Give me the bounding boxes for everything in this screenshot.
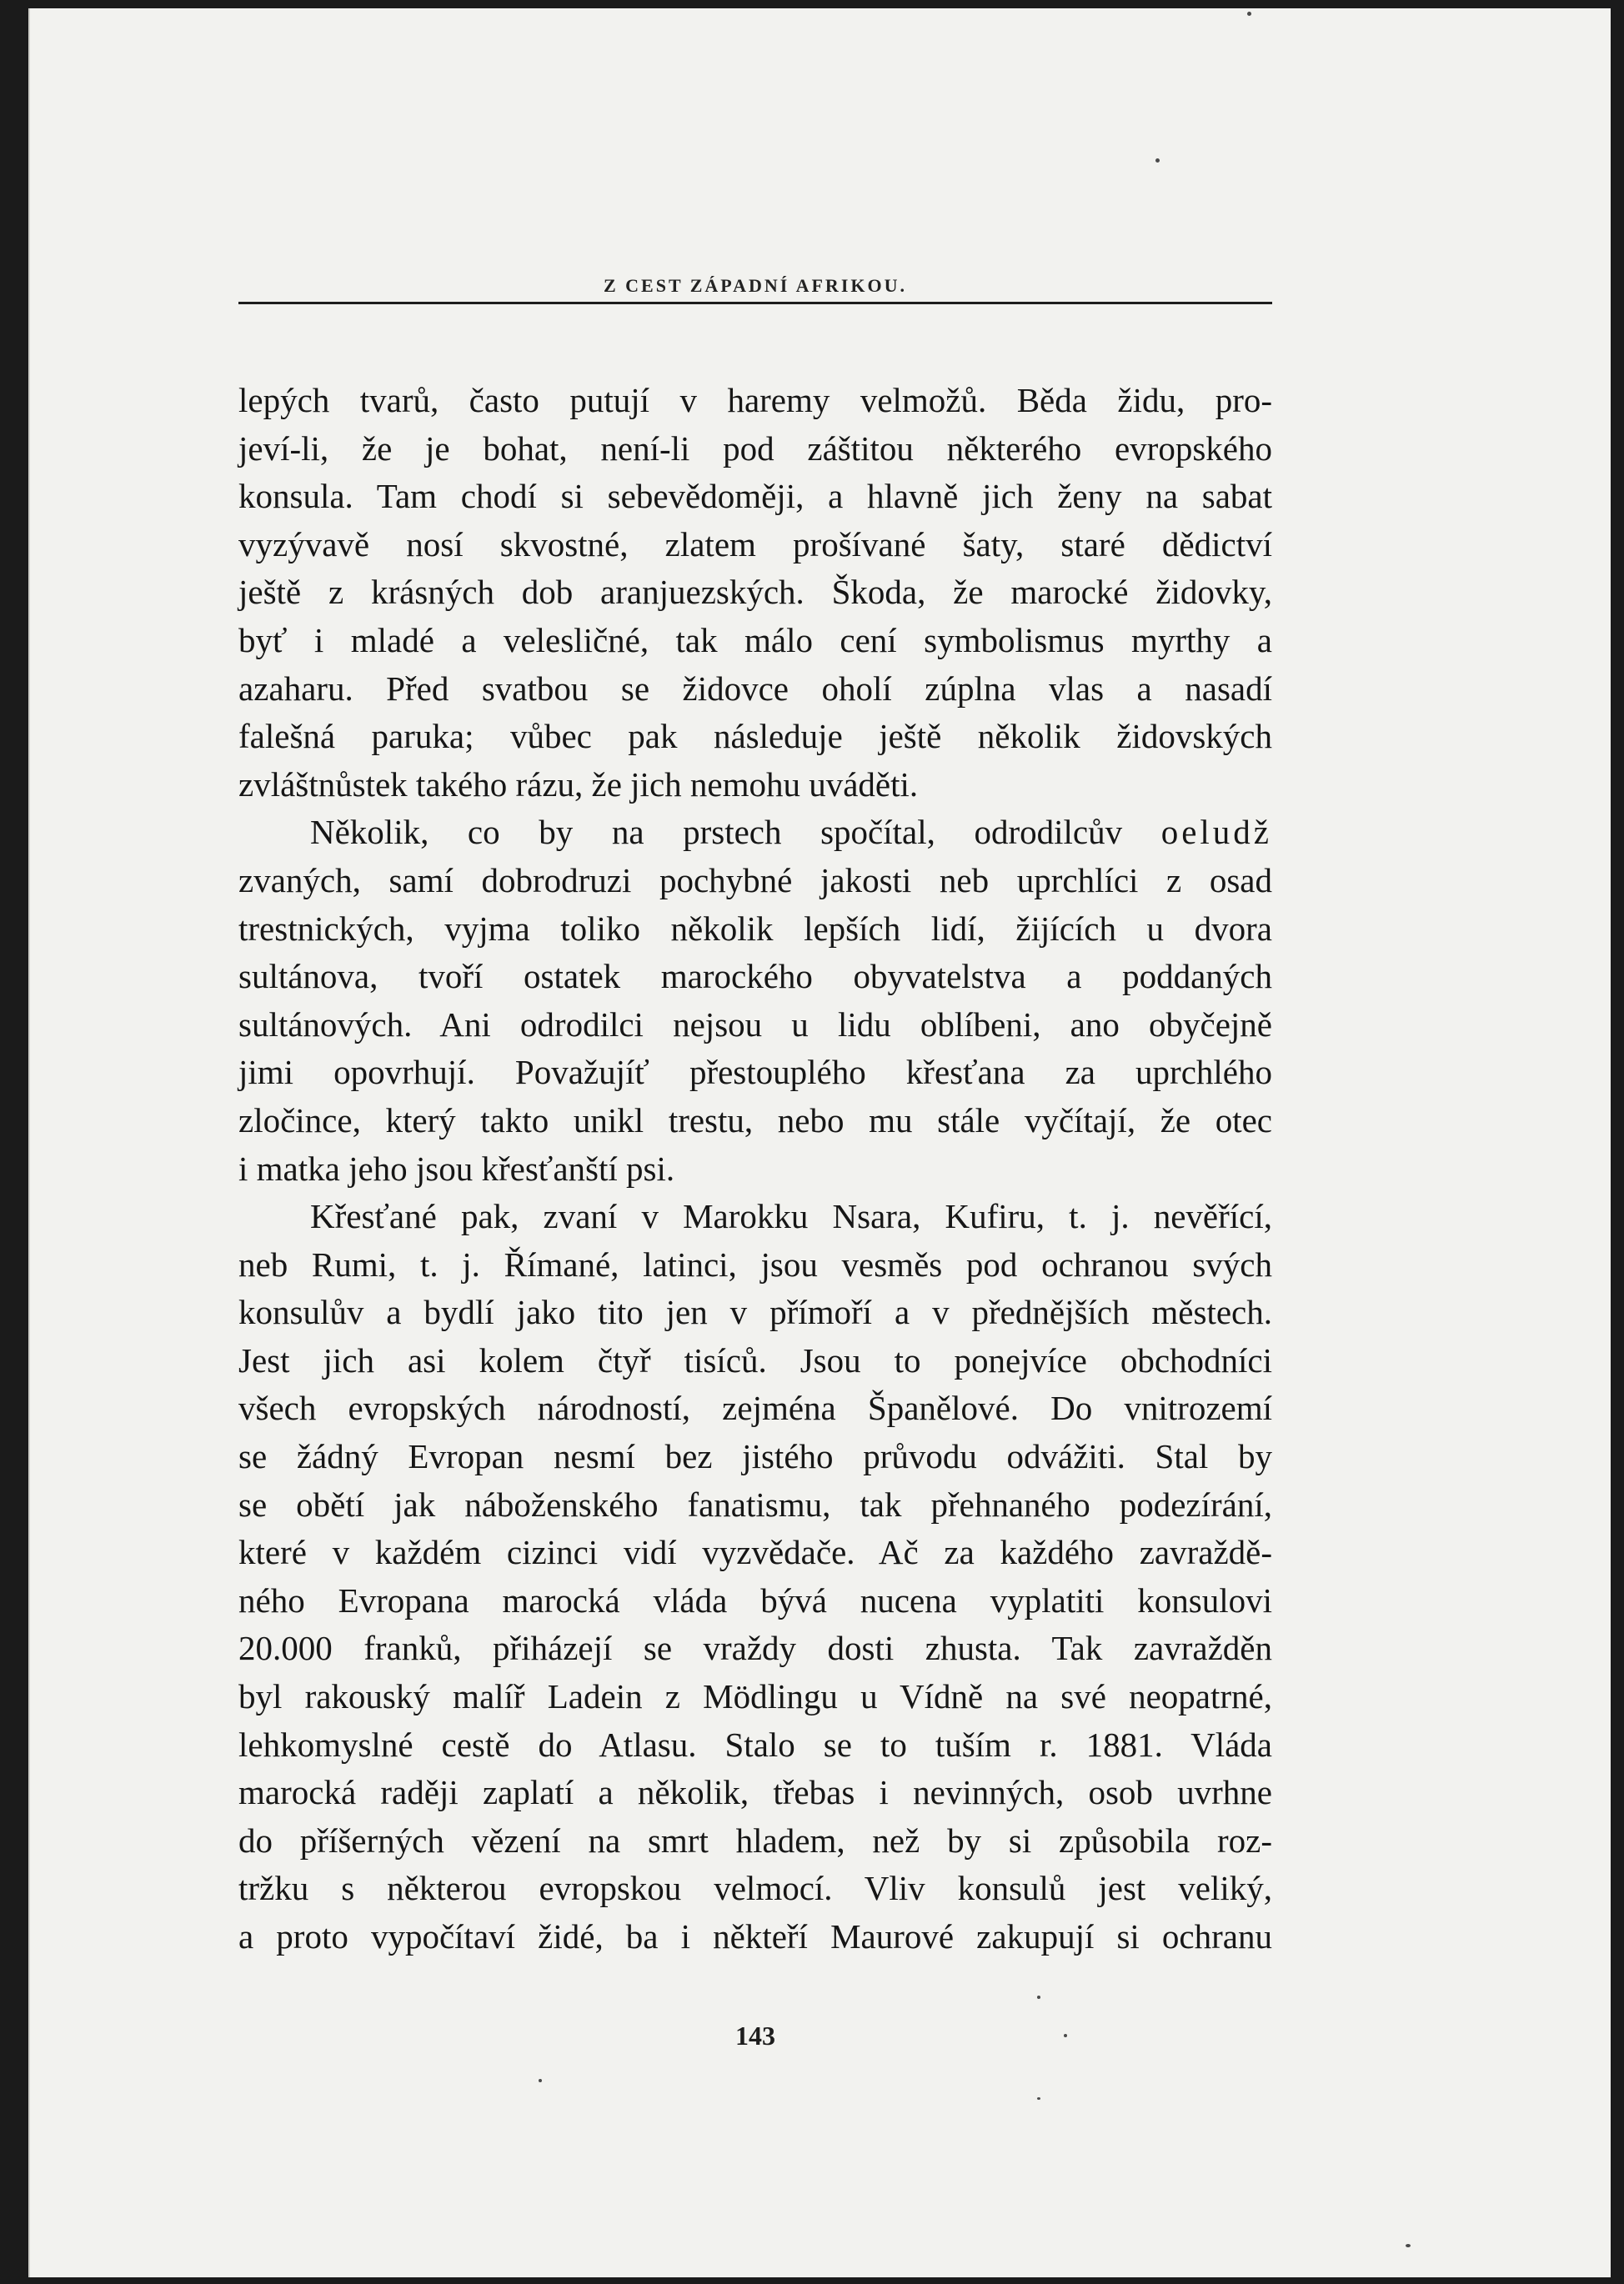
text-line — [238, 809, 1272, 857]
scan-speck — [1155, 158, 1160, 163]
text-line: trestnických, vyjma toliko několik lepších lidí, žijících u dvora — [238, 909, 1272, 948]
paragraph-1 — [238, 377, 1272, 809]
text-line: neb Rumi, t. j. Římané, latinci, jsou vesměs pod ochranou svých — [238, 1245, 1272, 1284]
paragraph-2 — [238, 809, 1272, 1193]
scan-speck — [539, 2079, 542, 2082]
running-head: Z CEST ZÁPADNÍ AFRIKOU. — [603, 275, 907, 296]
text-line: zvláštnůstek takého rázu, že jich nemohu uváděti. — [238, 764, 919, 804]
text-line: azaharu. Před svatbou se židovce oholí zúplna vlas a nasadí — [238, 669, 1272, 708]
text-line: lehkomyslné cestě do Atlasu. Stalo se to tuším r. 1881. Vláda — [238, 1725, 1272, 1764]
text-line: lepých tvarů, často putují v haremy velmožů. Běda židu, pro- — [238, 381, 1272, 419]
body-text — [238, 377, 1272, 1961]
text-line: všech evropských národností, zejména Španělové. Do vnitrozemí — [238, 1389, 1272, 1428]
text-line: se obětí jak náboženského fanatismu, tak přehnaného podezírání, — [238, 1485, 1272, 1524]
text-line: a proto vypočítaví židé, ba i někteří Maurové zakupují si ochranu — [238, 1917, 1272, 1956]
spaced-word: oeludž — [1160, 813, 1272, 852]
text-line: byl rakouský malíř Ladein z Mödlingu u Vídně na své neopatrné, — [238, 1677, 1272, 1716]
scan-speck — [1064, 2034, 1067, 2037]
text-line: do příšerných vězení na smrt hladem, než by si způsobila roz- — [238, 1821, 1272, 1860]
text-line: 20.000 franků, přiházejí se vraždy dosti zhusta. Tak zavražděn — [238, 1629, 1272, 1668]
header-rule — [238, 302, 1272, 304]
text-line: konsula. Tam chodí si sebevědoměji, a hlavně jich ženy na sabat — [238, 477, 1272, 516]
text-line: sultánova, tvoří ostatek marockého obyvatelstva a poddaných — [238, 957, 1272, 996]
page-number: 143 — [735, 2021, 775, 2051]
scan-speck — [1037, 1996, 1040, 1999]
text-line: marocká raději zaplatí a několik, třebas i nevinných, osob uvrhne — [238, 1773, 1272, 1812]
text-line: konsulův a bydlí jako tito jen v přímoří a v přednějších městech. — [238, 1293, 1272, 1332]
text-line: ještě z krásných dob aranjuezských. Škoda, že marocké židovky, — [238, 573, 1272, 612]
text-line: zvaných, samí dobrodruzi pochybné jakosti neb uprchlíci z osad — [238, 860, 1272, 899]
text-line: Křesťané pak, zvaní v Marokku Nsara, Kufiru, t. j. nevěřící, — [310, 1197, 1272, 1236]
text-fragment: Několik, co by na prstech spočítal, odrodilcův — [310, 813, 1123, 852]
text-line: jeví-li, že je bohat, není-li pod záštitou některého evropského — [238, 428, 1272, 468]
text-line: tržku s některou evropskou velmocí. Vliv konsulů jest veliký, — [238, 1869, 1272, 1908]
text-line: falešná paruka; vůbec pak následuje ještě několik židovských — [238, 717, 1272, 756]
scan-speck — [1037, 2097, 1040, 2100]
text-line: sultánových. Ani odrodilci nejsou u lidu oblíbeni, ano obyčejně — [238, 1004, 1272, 1044]
scan-speck — [1247, 12, 1251, 16]
text-line: jimi opovrhují. Považujíť přestouplého křesťana za uprchlého — [238, 1053, 1272, 1092]
text-line: byť i mladé a velesličné, tak málo cení symbolismus myrthy a — [238, 620, 1272, 659]
text-line: ného Evropana marocká vláda bývá nucena vyplatiti konsulovi — [238, 1580, 1272, 1620]
text-line: i matka jeho jsou křesťanští psi. — [238, 1149, 675, 1188]
scan-speck — [1406, 2244, 1411, 2247]
text-line: které v každém cizinci vidí vyzvědače. Ač za každého zavraždě- — [238, 1533, 1272, 1572]
text-line: se žádný Evropan nesmí bez jistého průvodu odvážiti. Stal by — [238, 1437, 1272, 1476]
text-line: zločince, který takto unikl trestu, nebo mu stále vyčítají, že otec — [238, 1100, 1272, 1139]
paragraph-3 — [238, 1193, 1272, 1961]
text-line: vyzývavě nosí skvostné, zlatem prošívané šaty, staré dědictví — [238, 524, 1272, 563]
text-line: Jest jich asi kolem čtyř tisíců. Jsou to ponejvíce obchodníci — [238, 1340, 1272, 1380]
